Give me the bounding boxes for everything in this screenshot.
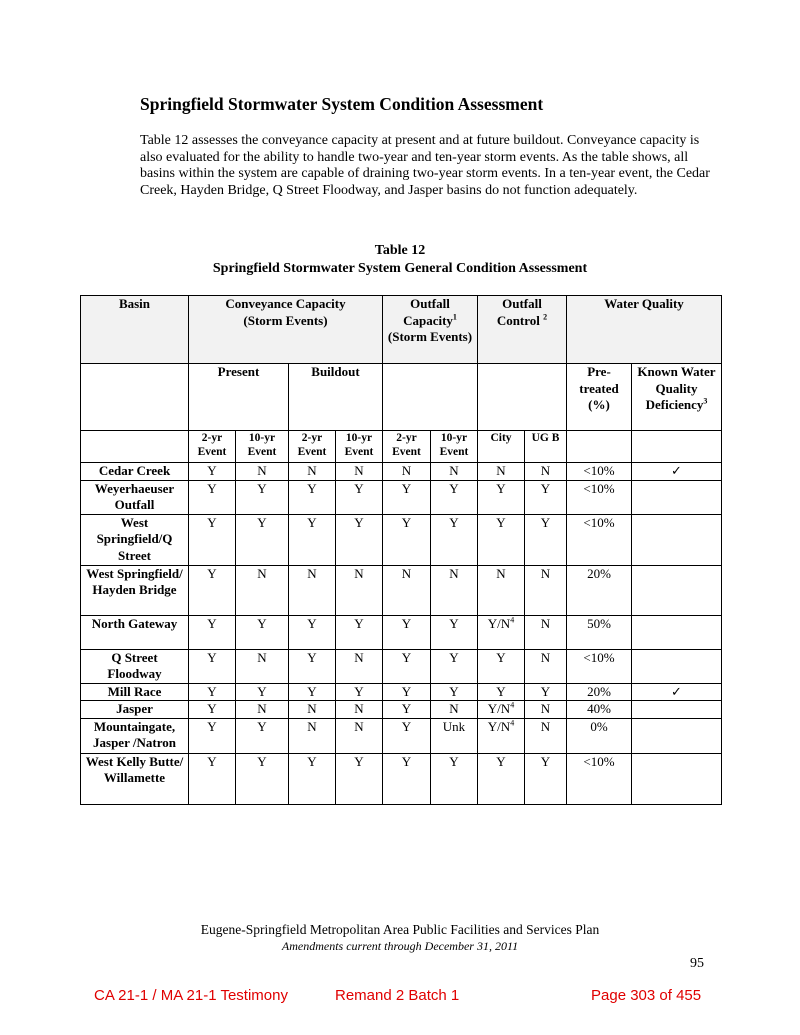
cell-text: N [354, 565, 364, 581]
cell-text: Y [207, 615, 217, 631]
cell-value [289, 565, 336, 615]
cell-text: Y [496, 649, 506, 665]
cell-text: Y [207, 565, 217, 581]
cell-value [189, 701, 236, 719]
cell-text: N [307, 701, 317, 716]
cell-value [336, 718, 383, 753]
deficiency-check-icon [632, 649, 722, 683]
cell-value [525, 649, 567, 683]
table-row [81, 615, 722, 649]
cell-value [289, 463, 336, 481]
cell-value [383, 683, 431, 701]
cell-value [525, 718, 567, 753]
label: (Storm Events) [387, 329, 473, 344]
cell-text: N [307, 718, 317, 734]
cell-value [236, 615, 289, 649]
pretreated-value: 50% [567, 615, 632, 649]
cell-value [383, 701, 431, 719]
pretreated-value: <10% [567, 649, 632, 683]
cell-text: Y [257, 615, 267, 631]
cell-value [431, 565, 478, 615]
cell-text: Y [354, 615, 364, 631]
pretreated-value: 20% [567, 683, 632, 701]
cell-text: Y [257, 514, 267, 530]
cell-value [289, 683, 336, 701]
label: Outfall Capacity [403, 296, 453, 328]
label: Known Water Quality Deficiency [637, 364, 716, 412]
subheader-1: 10-yr Event [236, 431, 289, 463]
cell-text: Y [401, 701, 412, 716]
empty-cell [632, 431, 722, 463]
basin-name: West Kelly Butte/ Willamette [81, 753, 189, 804]
cell-value [289, 753, 336, 804]
cell-text: Y/N [487, 701, 511, 716]
table-row [81, 701, 722, 719]
cell-value [189, 683, 236, 701]
deficiency-check-icon [632, 753, 722, 804]
cell-text: Y [401, 514, 412, 530]
cell-value [525, 480, 567, 514]
header-row-3 [81, 431, 722, 463]
cell-value [383, 718, 431, 753]
cell-value [189, 718, 236, 753]
cell-text: N [307, 463, 317, 478]
cell-text: Y [207, 463, 217, 478]
cell-value [189, 565, 236, 615]
cell-text: Y [449, 615, 459, 631]
cell-text: Y [496, 480, 506, 496]
cell-value [236, 701, 289, 719]
cell-text: Y [496, 514, 506, 530]
deficiency-check-icon [632, 514, 722, 565]
cell-text: Y [207, 480, 217, 496]
header-water-quality: Water Quality [567, 296, 722, 364]
cell-text: Y [354, 753, 364, 769]
cell-value [236, 753, 289, 804]
pretreated-value: 40% [567, 701, 632, 719]
cell-text: Y [354, 514, 364, 530]
cell-text: N [540, 565, 551, 581]
cell-text: N [540, 649, 551, 665]
header-row-1 [81, 296, 722, 364]
cell-value [431, 649, 478, 683]
deficiency-check-icon [632, 480, 722, 514]
subheader-0: 2-yr Event [189, 431, 236, 463]
cell-text: Y [449, 753, 459, 769]
cell-value [525, 753, 567, 804]
cell-text: N [354, 718, 364, 734]
cell-text: Y/N [487, 718, 511, 734]
cell-value [383, 615, 431, 649]
footnote-ref: 4 [510, 615, 515, 625]
cell-text: Y [449, 514, 459, 530]
header-conveyance [189, 296, 383, 364]
cell-text: N [354, 463, 364, 478]
footnote-ref: 4 [510, 718, 515, 728]
table-row [81, 514, 722, 565]
table-row [81, 753, 722, 804]
table-row [81, 480, 722, 514]
header-known-deficiency [632, 364, 722, 431]
cell-text: Y [401, 683, 412, 699]
cell-text: Y [307, 753, 317, 769]
basin-name: Weyerhaeuser Outfall [81, 480, 189, 514]
cell-value [478, 718, 525, 753]
cell-text: N [257, 701, 267, 716]
basin-name: North Gateway [81, 615, 189, 649]
header-outfall-capacity [383, 296, 478, 364]
header-basin: Basin [81, 296, 189, 364]
condition-assessment-table [80, 295, 722, 805]
subheader-6: City [478, 431, 525, 463]
cell-value [336, 701, 383, 719]
cell-text: Y [257, 753, 267, 769]
cell-value [336, 649, 383, 683]
cell-text: Y [401, 753, 412, 769]
cell-text: Y [257, 718, 267, 734]
cell-value [336, 683, 383, 701]
cell-text: N [401, 565, 412, 581]
cell-text: Y [449, 649, 459, 665]
cell-text: N [257, 565, 267, 581]
cell-value [525, 615, 567, 649]
deficiency-check-icon [632, 718, 722, 753]
cell-text: Y [449, 480, 459, 496]
cell-text: N [540, 718, 551, 734]
header-buildout: Buildout [289, 364, 383, 431]
header-row-2 [81, 364, 722, 431]
cell-text: Y [307, 683, 317, 699]
cell-text: N [496, 463, 506, 478]
cell-text: Y [307, 514, 317, 530]
cell-text: Y [207, 649, 217, 665]
cell-value [478, 683, 525, 701]
cell-value [236, 683, 289, 701]
table-row [81, 649, 722, 683]
cell-text: Y [257, 480, 267, 496]
subheader-7: UG B [525, 431, 567, 463]
footnote-ref: 1 [452, 312, 457, 322]
cell-value [383, 463, 431, 481]
cell-text: N [540, 701, 551, 716]
page-title: Springfield Stormwater System Condition Assessment [140, 94, 544, 114]
cell-value [289, 480, 336, 514]
cell-text: Y [496, 753, 506, 769]
cell-value [431, 683, 478, 701]
cell-value [525, 514, 567, 565]
deficiency-check-icon: ✓ [632, 463, 722, 481]
cell-text: Y/N [487, 615, 511, 631]
cell-value [525, 565, 567, 615]
basin-name: Mountaingate, Jasper /Natron [81, 718, 189, 753]
cell-text: Y [307, 480, 317, 496]
label: Pre-treated (%) [579, 364, 619, 412]
cell-text: Unk [442, 718, 466, 734]
cell-text: Y [540, 753, 551, 769]
cell-value [431, 615, 478, 649]
cell-text: Y [307, 649, 317, 665]
cell-value [383, 649, 431, 683]
cell-value [189, 753, 236, 804]
header-conveyance-label: Conveyance Capacity (Storm Events) [225, 296, 346, 328]
deficiency-check-icon [632, 615, 722, 649]
cell-value [478, 480, 525, 514]
intro-paragraph: Table 12 assesses the conveyance capacity at present and at future buildout. Conveyance capacity is also evaluated for the ability to handle two-year and ten-year storm events. As the table shows, all basins within the system are capable of draining two-year storm events. In a ten-year event, the Cedar Creek, Hayden Bridge, Q Street Floodway, and Jasper basins do not function adequately. [140, 133, 710, 198]
cell-value [336, 463, 383, 481]
cell-text: Y [496, 683, 506, 699]
cell-text: Y [540, 683, 551, 699]
pretreated-value: 20% [567, 565, 632, 615]
cell-value [336, 514, 383, 565]
cell-text: Y [207, 753, 217, 769]
cell-value [236, 514, 289, 565]
basin-name: Jasper [81, 701, 189, 719]
cell-text: Y [207, 683, 217, 699]
stamp-page-count: Page 303 of 455 [591, 987, 702, 1004]
cell-value [189, 480, 236, 514]
cell-text: N [540, 463, 551, 478]
cell-text: Y [401, 615, 412, 631]
deficiency-check-icon: ✓ [632, 683, 722, 701]
table-row [81, 718, 722, 753]
table-row [81, 463, 722, 481]
empty-cell [81, 364, 189, 431]
cell-text: Y [207, 701, 217, 716]
cell-value [289, 701, 336, 719]
cell-value [289, 615, 336, 649]
subheader-5: 10-yr Event [431, 431, 478, 463]
cell-value [289, 514, 336, 565]
cell-text: Y [540, 514, 551, 530]
cell-text: N [496, 565, 506, 581]
cell-text: Y [401, 480, 412, 496]
header-pretreated [567, 364, 632, 431]
footnote-ref: 2 [543, 312, 548, 322]
cell-text: N [307, 565, 317, 581]
cell-value [478, 615, 525, 649]
cell-value [236, 480, 289, 514]
cell-value [189, 514, 236, 565]
cell-value [289, 649, 336, 683]
cell-text: N [354, 649, 364, 665]
basin-name: Q Street Floodway [81, 649, 189, 683]
cell-value [336, 565, 383, 615]
basin-name: Mill Race [81, 683, 189, 701]
cell-value [431, 753, 478, 804]
header-outfall-control [478, 296, 567, 364]
cell-text: N [401, 463, 412, 478]
cell-value [525, 701, 567, 719]
table-title: Springfield Stormwater System General Condition Assessment [212, 261, 588, 276]
cell-value [336, 480, 383, 514]
cell-value [336, 753, 383, 804]
cell-text: Y [449, 683, 459, 699]
deficiency-check-icon [632, 565, 722, 615]
cell-value [431, 701, 478, 719]
cell-value [478, 463, 525, 481]
subheader-3: 10-yr Event [336, 431, 383, 463]
footer-amendments: Amendments current through December 31, 2011 [281, 939, 519, 953]
cell-value [431, 480, 478, 514]
cell-value [525, 463, 567, 481]
cell-value [383, 480, 431, 514]
cell-value [478, 514, 525, 565]
cell-text: Y [257, 683, 267, 699]
cell-text: Y [540, 480, 551, 496]
basin-name: Cedar Creek [81, 463, 189, 481]
cell-value [336, 615, 383, 649]
label: Outfall Control [496, 296, 544, 328]
cell-text: N [449, 701, 459, 716]
cell-value [525, 683, 567, 701]
cell-value [236, 463, 289, 481]
empty-cell [567, 431, 632, 463]
page-number: 95 [690, 956, 704, 971]
cell-text: Y [207, 514, 217, 530]
cell-value [478, 565, 525, 615]
cell-value [383, 565, 431, 615]
stamp-testimony: CA 21-1 / MA 21-1 Testimony [94, 987, 288, 1004]
cell-value [189, 615, 236, 649]
pretreated-value: <10% [567, 463, 632, 481]
cell-value [431, 718, 478, 753]
deficiency-check-icon [632, 701, 722, 719]
pretreated-value: 0% [567, 718, 632, 753]
cell-value [383, 753, 431, 804]
cell-text: Y [307, 615, 317, 631]
footnote-ref: 4 [510, 700, 515, 710]
cell-value [236, 649, 289, 683]
basin-name: West Springfield/Q Street [81, 514, 189, 565]
table-row [81, 683, 722, 701]
cell-text: Y [354, 480, 364, 496]
empty-cell [478, 364, 567, 431]
cell-value [431, 514, 478, 565]
cell-value [236, 565, 289, 615]
empty-cell [81, 431, 189, 463]
cell-text: N [354, 701, 364, 716]
cell-text: Y [401, 718, 412, 734]
cell-value [189, 649, 236, 683]
basin-name: West Springfield/ Hayden Bridge [81, 565, 189, 615]
cell-value [189, 463, 236, 481]
footer-plan: Eugene-Springfield Metropolitan Area Public Facilities and Services Plan [200, 922, 600, 937]
cell-value [431, 463, 478, 481]
cell-value [236, 718, 289, 753]
header-present: Present [189, 364, 289, 431]
cell-text: Y [207, 718, 217, 734]
cell-text: N [449, 463, 459, 478]
stamp-batch: Remand 2 Batch 1 [335, 987, 460, 1004]
cell-value [478, 649, 525, 683]
subheader-4: 2-yr Event [383, 431, 431, 463]
cell-text: N [257, 649, 267, 665]
pretreated-value: <10% [567, 514, 632, 565]
cell-text: N [540, 615, 551, 631]
cell-value [478, 753, 525, 804]
cell-text: Y [354, 683, 364, 699]
pretreated-value: <10% [567, 753, 632, 804]
pretreated-value: <10% [567, 480, 632, 514]
cell-text: Y [401, 649, 412, 665]
table-number: Table 12 [374, 243, 426, 258]
cell-value [478, 701, 525, 719]
table-row [81, 565, 722, 615]
footnote-ref: 3 [703, 396, 708, 406]
cell-value [289, 718, 336, 753]
subheader-2: 2-yr Event [289, 431, 336, 463]
cell-value [383, 514, 431, 565]
cell-text: N [257, 463, 267, 478]
empty-cell [383, 364, 478, 431]
cell-text: N [449, 565, 459, 581]
